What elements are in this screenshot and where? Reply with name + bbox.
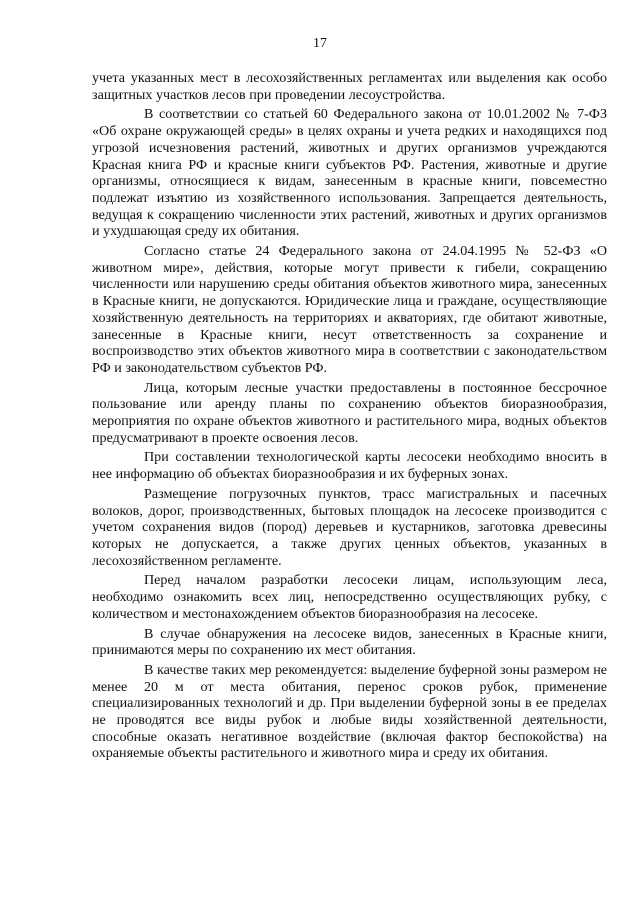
paragraph-8: В случае обнаружения на лесосеке видов, занесенных в Красные книги, принимаются меры по сохранению их мест обитания. (92, 625, 607, 659)
paragraph-3: Согласно статье 24 Федерального закона от 24.04.1995 № 52-ФЗ «О животном мире», действия, которые могут привести к гибели, сокращению численности или нарушению среды обитания объектов животного мира, занесенных в Красные книги, не допускаются. Юридические лица и граждане, осуществляющие хозяйственную деятельность на территориях и акваториях, где обитают животные, занесенные в Красные книги, несут ответственность за сохранение и воспроизводство этих объектов животного мира в соответствии с законодательством РФ и законодательством субъектов РФ. (92, 243, 607, 376)
paragraph-5: При составлении технологической карты лесосеки необходимо вносить в нее информацию об объектах биоразнообразия и их буферных зонах. (92, 449, 607, 483)
paragraph-4: Лица, которым лесные участки предоставлены в постоянное бессрочное пользование или аренду планы по сохранению объектов биоразнообразия, мероприятия по охране объектов животного и растительного мира, водных объектов предусматривают в проекте освоения лесов. (92, 379, 607, 446)
paragraph-2: В соответствии со статьей 60 Федерального закона от 10.01.2002 № 7-ФЗ «Об охране окружающей среды» в целях охраны и учета редких и находящихся под угрозой исчезновения растений, животных и других организмов учреждаются Красная книга РФ и красные книги субъектов РФ. Растения, животные и другие организмы, относящиеся к видам, занесенным в красные книги, повсеместно подлежат изъятию из хозяйственного использования. Запрещается деятельность, ведущая к сокращению численности этих растений, животных и других организмов и ухудшающая среду их обитания. (92, 106, 607, 240)
page-number: 17 (313, 36, 327, 51)
body-text (92, 70, 607, 762)
paragraph-7: Перед началом разработки лесосеки лицам, использующим леса, необходимо ознакомить всех лиц, непосредственно осуществляющих рубку, с количеством и местонахождением объектов биоразнообразия на лесосеке. (92, 572, 607, 622)
paragraph-1: учета указанных мест в лесохозяйственных регламентах или выделения как особо защитных участков лесов при проведении лесоустройства. (92, 70, 607, 103)
paragraph-9: В качестве таких мер рекомендуется: выделение буферной зоны размером не менее 20 м от места обитания, перенос сроков рубок, применение специализированных технологий и др. При выделении буферной зоны в ее пределах не проводятся все виды рубок и любые виды хозяйственной деятельности, способные оказать негативное воздействие (включая фактор беспокойства) на охраняемые объекты растительного и животного мира и среду их обитания. (92, 661, 607, 762)
paragraph-6: Размещение погрузочных пунктов, трасс магистральных и пасечных волоков, дорог, производственных, бытовых площадок на лесосеке производится с учетом сохранения видов (пород) деревьев и кустарников, заготовка древесины которых не допускается, а также других ценных объектов, указанных в лесохозяйственном регламенте. (92, 485, 607, 569)
